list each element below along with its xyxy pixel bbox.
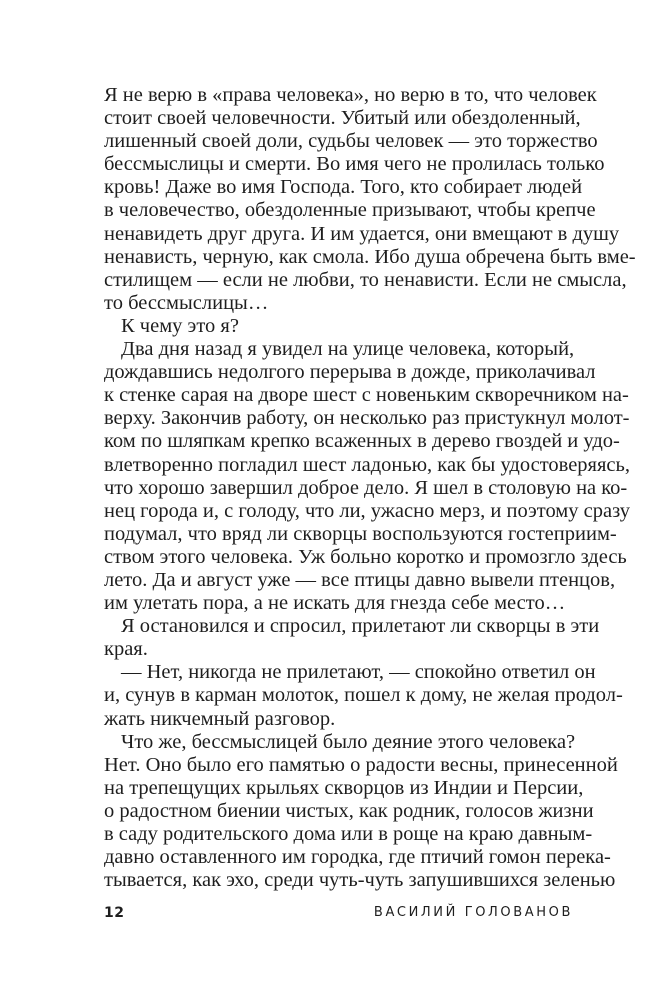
text-line: подумал, что вряд ли скворцы воспользуются гостеприим- xyxy=(104,522,617,545)
text-line: ком по шляпкам крепко всаженных в дерево гвоздей и удо- xyxy=(104,430,620,453)
text-line: края. xyxy=(104,638,148,661)
text-line: на трепещущих крыльях скворцов из Индии и Персии, xyxy=(104,776,584,799)
text-line: о радостном биении чистых, как родник, голосов жизни xyxy=(104,799,594,822)
text-line: что хорошо завершил доброе дело. Я шел в столовую на ко- xyxy=(104,476,628,499)
page-footer xyxy=(104,905,573,925)
text-line: в человечество, обездоленные призывают, чтобы крепче xyxy=(104,199,596,222)
text-line: дождавшись недолгого перерыва в дожде, приколачивал xyxy=(104,361,596,384)
text-line: Что же, бессмыслицей было деяние этого человека? xyxy=(121,730,576,753)
text-line: тывается, как эхо, среди чуть-чуть запушившихся зеленью xyxy=(104,869,616,892)
text-line: им улетать пора, а не искать для гнезда себе место… xyxy=(104,592,566,615)
text-line: нец города и, с голоду, что ли, ужасно мерз, и поэтому сразу xyxy=(104,499,631,522)
text-line: лишенный своей доли, судьбы человек — это торжество xyxy=(104,130,598,153)
text-line: то бессмыслицы… xyxy=(104,291,269,314)
text-line: кровь! Даже во имя Господа. Того, кто собирает людей xyxy=(104,176,583,199)
text-line: верху. Закончив работу, он несколько раз пристукнул молот- xyxy=(104,407,630,430)
text-line: бессмыслицы и смерти. Во имя чего не пролилась только xyxy=(104,153,605,176)
text-line: — Нет, никогда не прилетают, — спокойно ответил он xyxy=(121,661,596,684)
text-line: Я не верю в «права человека», но верю в то, что человек xyxy=(104,84,597,106)
text-line: и, сунув в карман молоток, пошел к дому, не желая продол- xyxy=(104,684,623,707)
page-number: 12 xyxy=(104,905,125,921)
text-line: влетворенно погладил шест ладонью, как бы удостоверяясь, xyxy=(104,453,630,476)
text-line: давно оставленного им городка, где птичий гомон перека- xyxy=(104,846,611,869)
text-line: лето. Да и август уже — все птицы давно вывели птенцов, xyxy=(104,568,616,591)
text-line: ством этого человека. Уж больно коротко и промозгло здесь xyxy=(104,545,627,568)
text-line: Два дня назад я увидел на улице человека, который, xyxy=(121,338,575,361)
text-line: ненавидеть друг друга. И им удается, они вмещают в душу xyxy=(104,222,620,245)
text-line: в саду родительского дома или в роще на краю давным- xyxy=(104,823,593,845)
text-line: жать никчемный разговор. xyxy=(104,707,336,730)
text-line: ненависть, черную, как смола. Ибо душа обречена быть вме- xyxy=(104,245,636,268)
text-line: Нет. Оно было его памятью о радости весны, принесенной xyxy=(104,753,618,776)
text-line: к стенке сарая на дворе шест с новеньким скворечником на- xyxy=(104,384,629,407)
body-text xyxy=(104,84,636,892)
text-line: стоит своей человечности. Убитый или обездоленный, xyxy=(104,107,581,130)
running-head-author: ВАСИЛИЙ ГОЛОВАНОВ xyxy=(373,905,573,920)
text-line: К чему это я? xyxy=(121,314,239,337)
text-line: Я остановился и спросил, прилетают ли скворцы в эти xyxy=(121,615,600,638)
text-line: стилищем — если не любви, то ненависти. Если не смысла, xyxy=(104,268,627,291)
